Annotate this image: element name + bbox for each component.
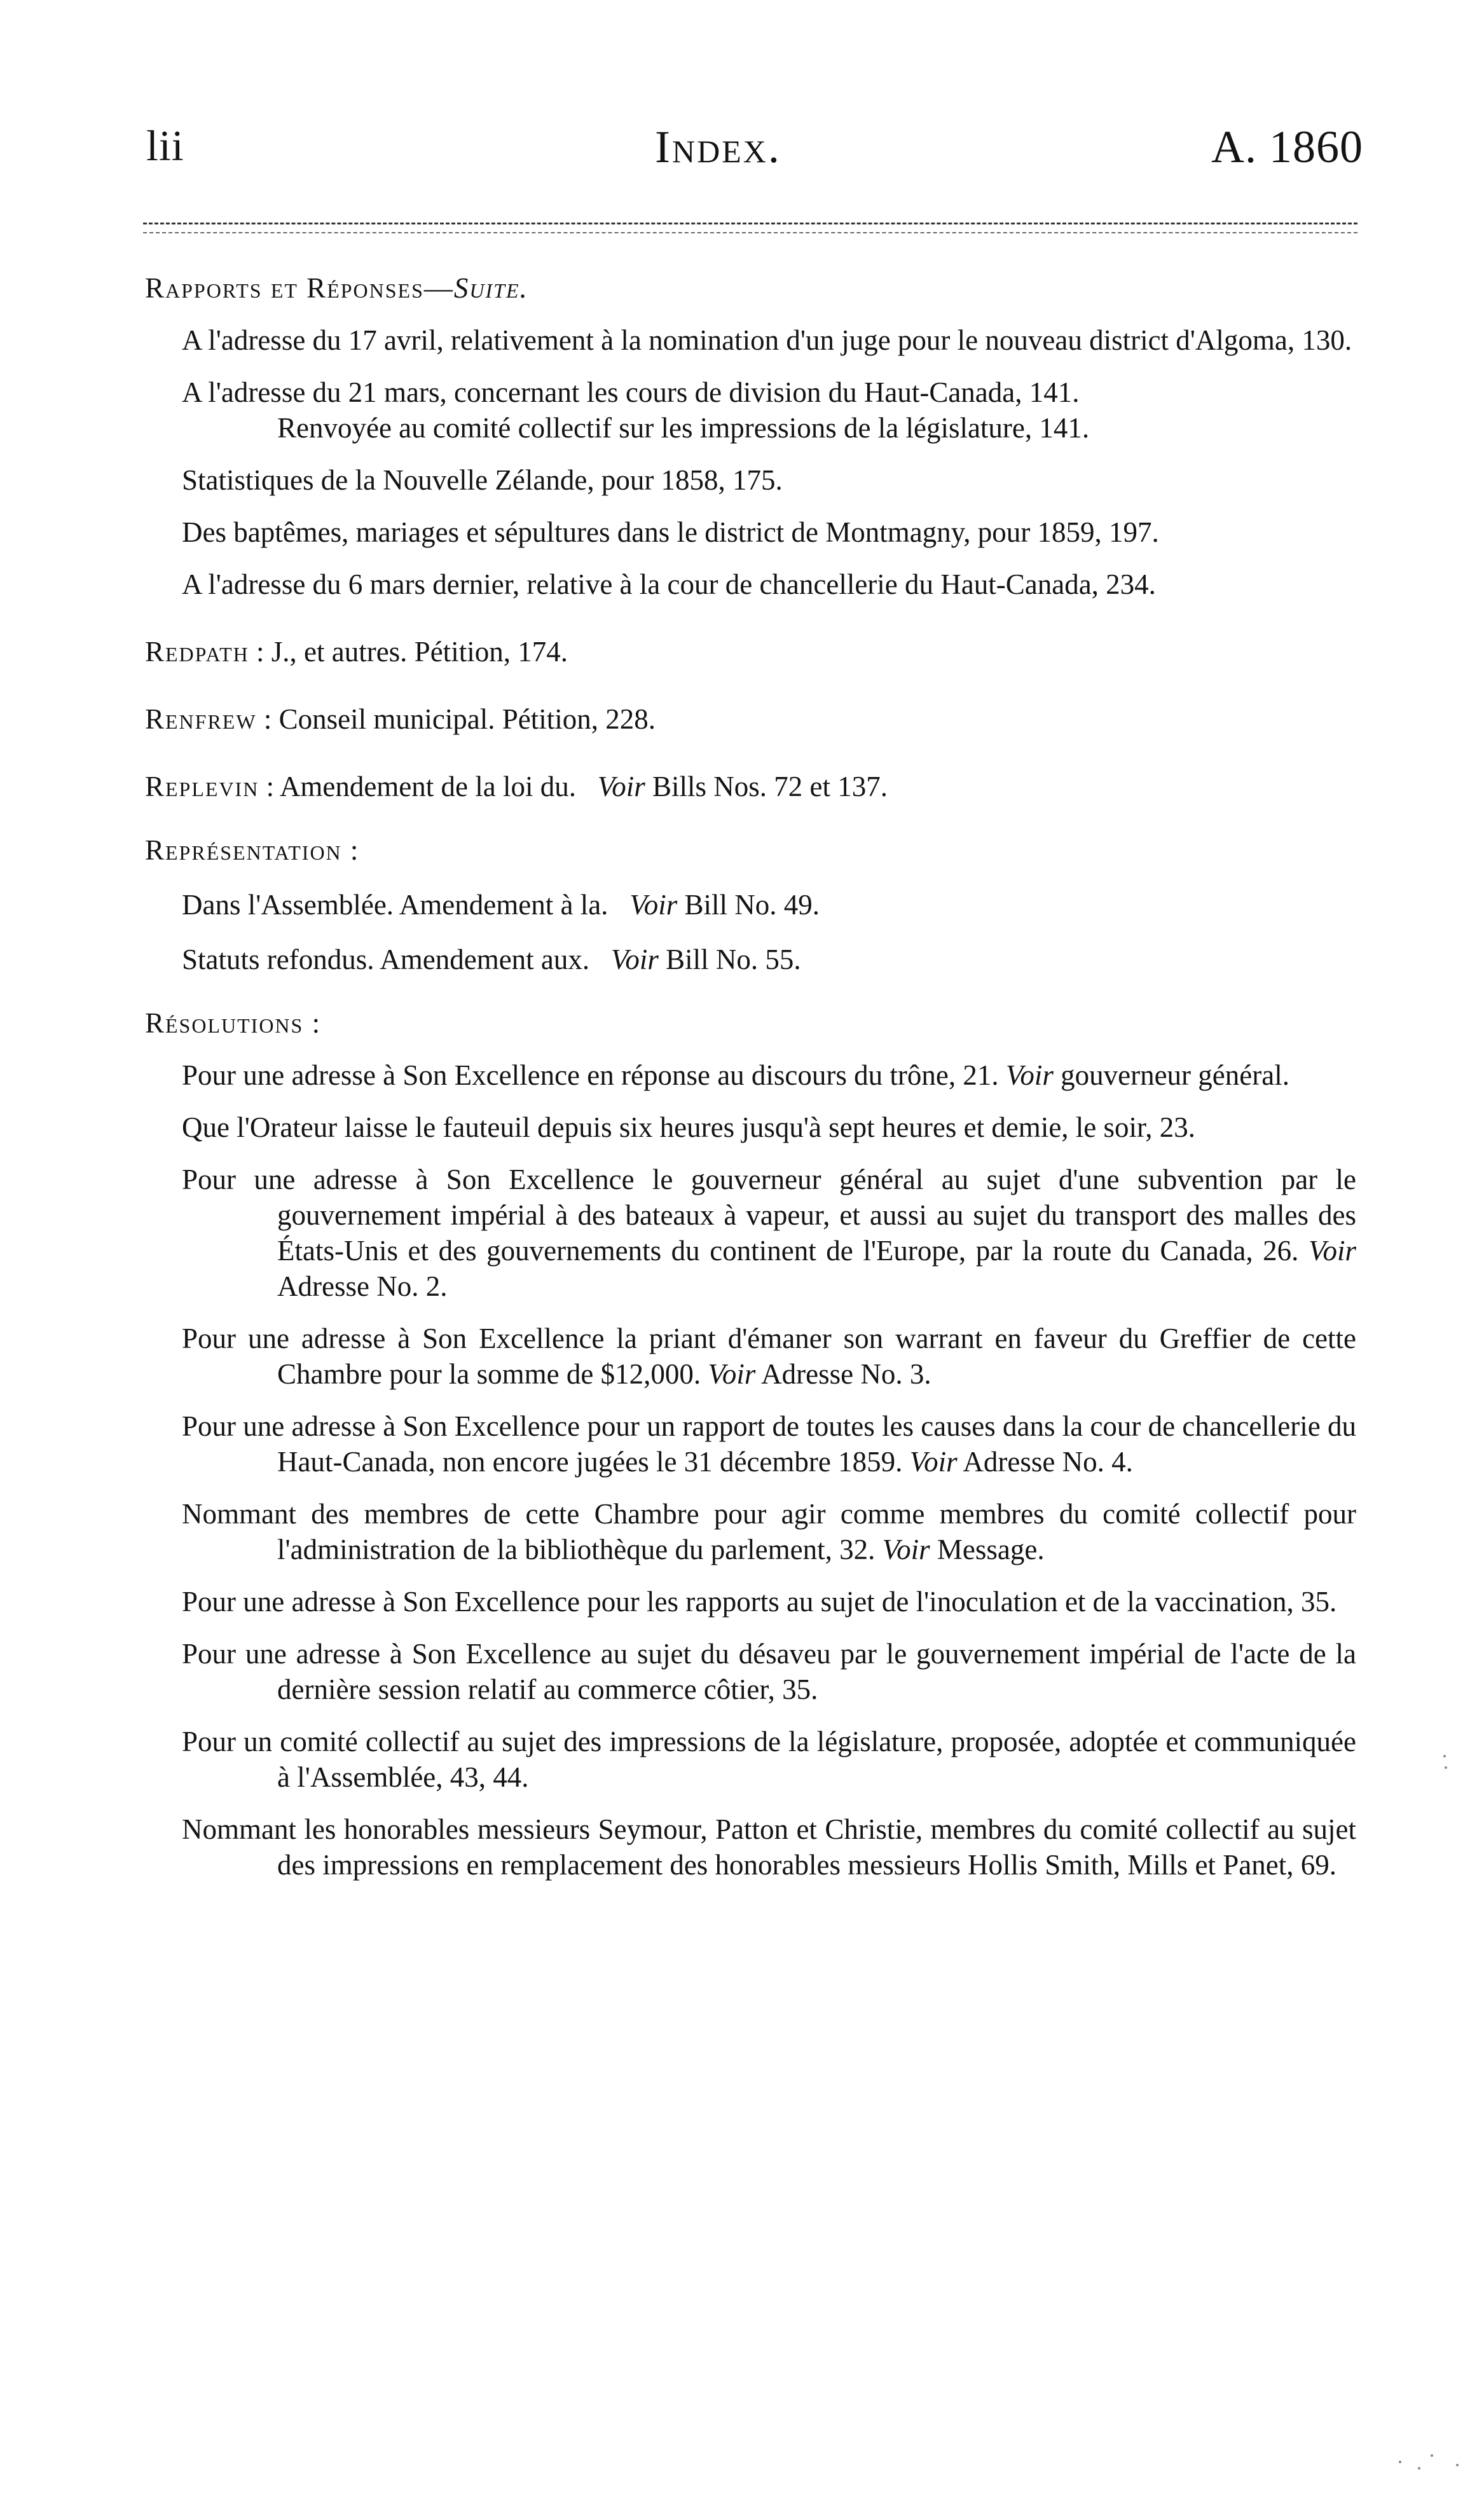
index-entry: A l'adresse du 17 avril, relativement à la nomination d'un juge pour le nouveau district d'Algoma, 130. (182, 324, 1352, 356)
index-entry: Nommant les honorables messieurs Seymour, Patton et Christie, membres du comité collectif au sujet des impressions en remplacement des honorables messieurs Hollis Smith, Mills et Panet, 69. (182, 1813, 1356, 1881)
section-heading: Représentation : (145, 834, 360, 866)
index-entry: Pour une adresse à Son Excellence le gouverneur général au sujet d'une subvention par le gouvernement impérial à des bateaux à vapeur, et aussi au sujet du transport des malles des États-Unis et des gouvernements du continent de l'Europe, par la route du Canada, 26. Voir Adresse No. 2. (182, 1164, 1357, 1302)
topic-redpath: Redpath : J., et autres. Pétition, 174. (145, 636, 568, 668)
index-entry: Que l'Orateur laisse le fauteuil depuis six heures jusqu'à sept heures et demie, le soir, 23. (182, 1111, 1195, 1143)
index-content (145, 270, 1356, 1883)
topic-replevin: Replevin : Amendement de la loi du. Voir Bills Nos. 72 et 137. (145, 771, 888, 802)
header-rule (143, 223, 1357, 233)
index-entry: Dans l'Assemblée. Amendement à la. Voir Bill No. 49. (182, 889, 820, 921)
page-year: A. 1860 (1211, 121, 1363, 172)
index-entry: Pour une adresse à Son Excellence en réponse au discours du trône, 21. Voir gouverneur général. (182, 1059, 1289, 1091)
section-heading: Rapports et Réponses—Suite. (145, 272, 528, 304)
section-heading: Résolutions : (145, 1007, 322, 1039)
scan-speck (1418, 2467, 1420, 2470)
index-entry: A l'adresse du 6 mars dernier, relative à la cour de chancellerie du Haut-Canada, 234. (182, 568, 1156, 600)
page-title: Index. (655, 121, 781, 172)
index-entry: Nommant des membres de cette Chambre pour agir comme membres du comité collectif pour l'administration de la bibliothèque du parlement, 32. Voir Message. (182, 1498, 1356, 1565)
scan-speck (1443, 1755, 1446, 1757)
topic-renfrew: Renfrew : Conseil municipal. Pétition, 228. (145, 703, 656, 735)
scan-speck (1445, 1766, 1447, 1769)
index-entry: Pour une adresse à Son Excellence pour les rapports au sujet de l'inoculation et de la vaccination, 35. (182, 1586, 1337, 1618)
section-resolutions (145, 1005, 1356, 1883)
index-entry: Statistiques de la Nouvelle Zélande, pour 1858, 175. (182, 464, 783, 496)
page-number: lii (146, 121, 184, 170)
index-entry: Pour une adresse à Son Excellence pour un rapport de toutes les causes dans la cour de chancellerie du Haut-Canada, non encore jugées le 31 décembre 1859. Voir Adresse No. 4. (182, 1410, 1356, 1478)
index-entry: A l'adresse du 21 mars, concernant les cours de division du Haut-Canada, 141. Renvoyée au comité collectif sur les impressions de la législature, 141. (145, 375, 1356, 446)
section-rapports (145, 270, 1356, 602)
scan-speck (1456, 2464, 1459, 2466)
index-entry: Pour une adresse à Son Excellence la priant d'émaner son warrant en faveur du Greffier de cette Chambre pour la somme de $12,000. Voir Adresse No. 3. (182, 1323, 1356, 1390)
index-entry: Pour une adresse à Son Excellence au sujet du désaveu par le gouvernement impérial de l'acte de la dernière session relatif au commerce côtier, 35. (182, 1638, 1356, 1705)
entry-continuation: Renvoyée au comité collectif sur les impressions de la législature, 141. (277, 412, 1090, 444)
scan-speck (1431, 2454, 1433, 2457)
section-representation (145, 832, 1356, 977)
index-entry: Des baptêmes, mariages et sépultures dans le district de Montmagny, pour 1859, 197. (182, 516, 1159, 548)
index-entry: Pour un comité collectif au sujet des impressions de la législature, proposée, adoptée et communiquée à l'Assemblée, 43, 44. (182, 1726, 1356, 1793)
index-entry: Statuts refondus. Amendement aux. Voir Bill No. 55. (182, 944, 801, 975)
scan-speck (1399, 2461, 1401, 2463)
